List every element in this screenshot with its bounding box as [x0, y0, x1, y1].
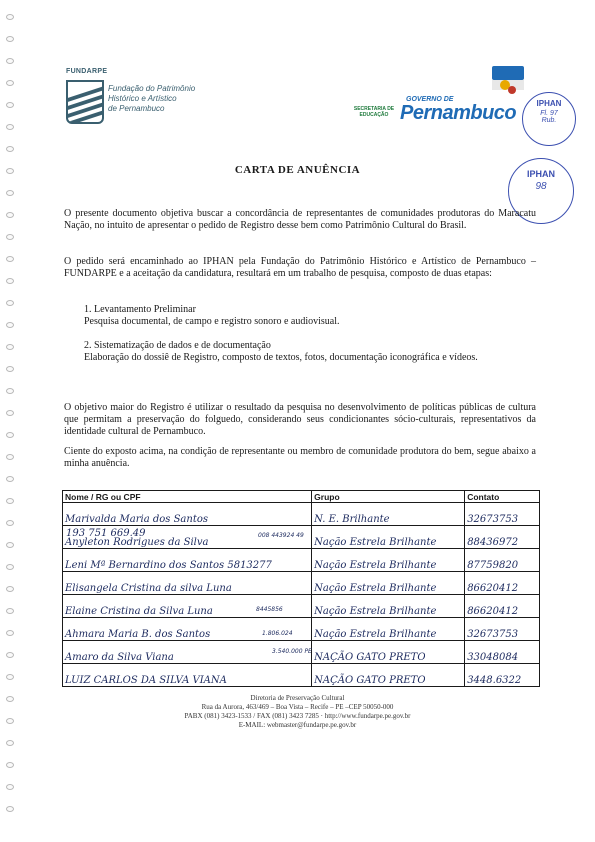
signature-contact: 86620412	[465, 572, 540, 595]
governo-pernambuco-logo	[352, 66, 527, 126]
handwritten-note: 008 443924 49	[258, 532, 304, 539]
signature-group: Nação Estrela Brilhante	[312, 595, 465, 618]
step-title: 1. Levantamento Preliminar	[84, 304, 196, 315]
pernambuco-flag-icon	[492, 66, 524, 94]
signature-contact: 88436972	[465, 526, 540, 549]
fundarpe-name: Fundação do Patrimônio Histórico e Artístico de Pernambuco	[108, 84, 196, 113]
signature-contact: 32673753	[465, 618, 540, 641]
signature-contact: 86620412	[465, 595, 540, 618]
pernambuco-label: Pernambuco	[400, 102, 517, 124]
step-description: Pesquisa documental, de campo e registro sonoro e audiovisual.	[84, 316, 340, 327]
step-description: Elaboração do dossiê de Registro, composto de textos, fotos, documentação iconográfica e vídeos.	[84, 352, 478, 363]
signature-group: Nação Estrela Brilhante	[312, 618, 465, 641]
handwritten-note: 1.806.024	[262, 630, 293, 637]
signature-name: Leni Mª Bernardino dos Santos 5813277	[63, 549, 312, 572]
table-row	[63, 618, 540, 641]
signature-name: Ahmara Maria B. dos Santos	[63, 618, 312, 641]
signature-name: LUIZ CARLOS DA SILVA VIANA	[63, 664, 312, 687]
signature-group: Nação Estrela Brilhante	[312, 549, 465, 572]
column-header-contact: Contato	[465, 491, 540, 503]
footer-address: Rua da Aurora, 463/469 – Boa Vista – Recife – PE –CEP 50050-000	[201, 703, 394, 711]
signature-contact: 32673753	[465, 503, 540, 526]
table-header-row	[63, 491, 540, 503]
signature-contact: 33048084	[465, 641, 540, 664]
fundarpe-logo	[66, 68, 226, 132]
footer	[0, 694, 595, 730]
footer-email: E-MAIL: webmaster@fundarpe.pe.gov.br	[238, 721, 357, 729]
signature-contact: 87759820	[465, 549, 540, 572]
iphan-stamp: IPHAN Fl. 97 Rub.	[522, 92, 576, 146]
footer-department: Diretoria de Preservação Cultural	[250, 694, 345, 702]
fundarpe-emblem-icon	[66, 80, 104, 124]
footer-phone: PABX (081) 3423-1533 / FAX (081) 3423 7285 · http://www.fundarpe.pe.gov.br	[184, 712, 411, 720]
governo-label: GOVERNO DE	[406, 96, 454, 103]
table-row	[63, 572, 540, 595]
fundarpe-abbr: FUNDARPE	[66, 68, 108, 75]
signature-name: Marivalda Maria dos Santos	[63, 503, 312, 526]
signature-group: NAÇÃO GATO PRETO	[312, 664, 465, 687]
signature-group: Nação Estrela Brilhante	[312, 526, 465, 549]
document-title: CARTA DE ANUÊNCIA	[234, 164, 361, 176]
signature-group: Nação Estrela Brilhante	[312, 572, 465, 595]
paragraph: O pedido será encaminhado ao IPHAN pela Fundação do Patrimônio Histórico e Artístico de Pernambuco – FUNDARPE e a aceitação da candidatura, resultará em um trabalho de pesquisa, composto de duas etapas:	[64, 256, 536, 279]
table-row	[63, 549, 540, 572]
handwritten-note: 3.540.000 PE	[272, 648, 312, 655]
signature-name: Elaine Cristina da Silva Luna	[63, 595, 312, 618]
paragraph: O objetivo maior do Registro é utilizar o resultado da pesquisa no desenvolvimento de políticas públicas de cultura que permitam a preservação do folguedo, considerando seus condicionantes sócio-culturais, representativos da identidade cultural de Pernambuco.	[64, 402, 536, 437]
signature-table	[62, 490, 540, 687]
signature-contact: 3448.6322	[465, 664, 540, 687]
signature-name: Amaro da Silva Viana	[63, 641, 312, 664]
signature-group: N. E. Brilhante	[312, 503, 465, 526]
step-title: 2. Sistematização de dados e de documentação	[84, 340, 271, 351]
secretaria-label: SECRETARIA DE EDUCAÇÃO	[353, 106, 395, 118]
iphan-stamp: IPHAN 98	[508, 158, 574, 224]
signature-name: Anyleton Rodrigues da Silva	[63, 526, 312, 549]
table-row	[63, 503, 540, 526]
handwritten-id-number: 193 751 669.49	[66, 528, 146, 539]
handwritten-note: 8445856	[256, 606, 283, 613]
column-header-group: Grupo	[312, 491, 465, 503]
paragraph: O presente documento objetiva buscar a concordância de representantes de comunidades produtoras do Maracatu Nação, no intuito de apresentar o pedido de Registro desse bem como Patrimônio Cultural do Brasil.	[64, 208, 536, 231]
table-row	[63, 664, 540, 687]
table-row	[63, 595, 540, 618]
signature-group: NAÇÃO GATO PRETO	[312, 641, 465, 664]
signature-name: Elisangela Cristina da silva Luna	[63, 572, 312, 595]
column-header-name: Nome / RG ou CPF	[63, 491, 312, 503]
paragraph: Ciente do exposto acima, na condição de representante ou membro de comunidade produtora do bem, segue abaixo a minha anuência.	[64, 446, 536, 469]
